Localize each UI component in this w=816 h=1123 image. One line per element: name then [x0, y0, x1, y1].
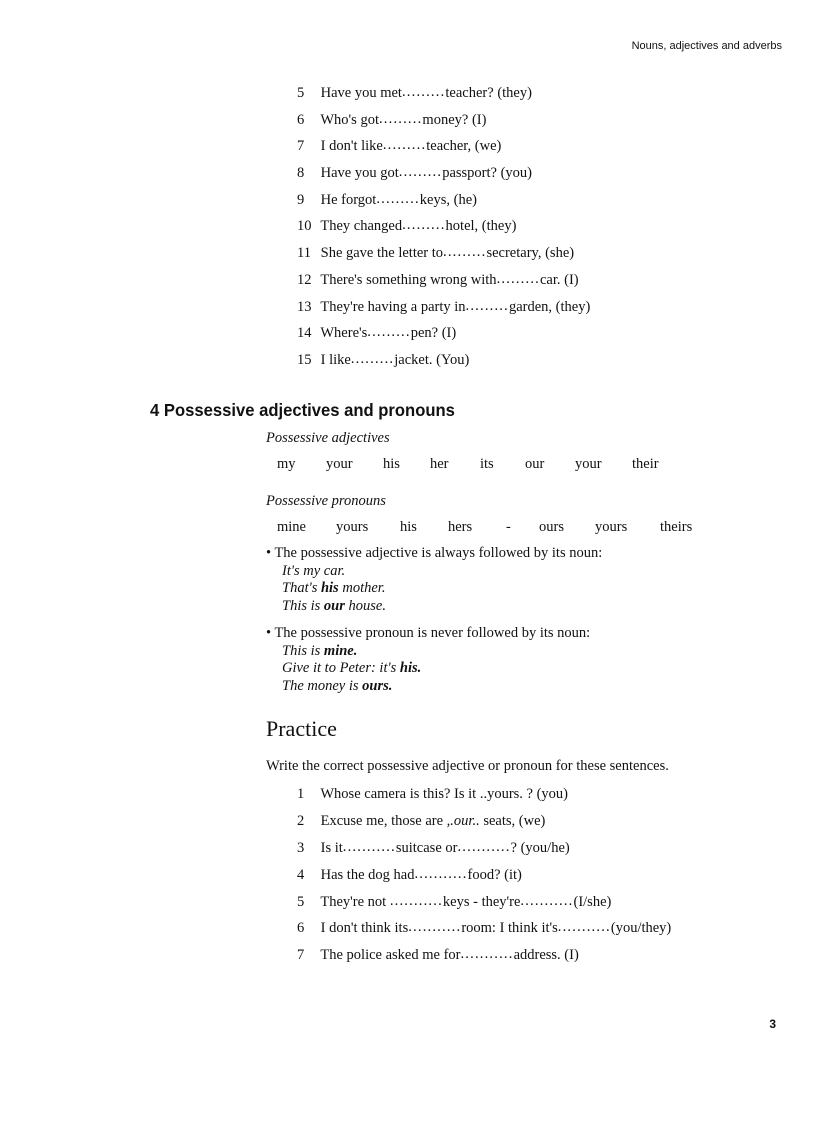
- word: your: [326, 456, 353, 472]
- example-line: This is mine.: [282, 642, 358, 659]
- exercise-line: [297, 350, 469, 369]
- item-number: 7: [297, 947, 305, 963]
- item-number: 3: [297, 840, 305, 856]
- adjectives-row: [0, 456, 816, 476]
- item-middle: room: I think it's: [461, 920, 558, 936]
- item-prefix: He forgot: [320, 192, 377, 208]
- item-number: 8: [297, 165, 305, 181]
- exercise-line: [297, 243, 574, 262]
- blank: ...........: [389, 893, 443, 909]
- rule-text: The possessive adjective is always followed by its noun:: [274, 545, 603, 561]
- item-prefix: I don't think its: [320, 920, 409, 936]
- blank: .........: [398, 164, 443, 180]
- blank: .........: [401, 84, 446, 100]
- blank: .........: [402, 217, 446, 233]
- page-number: 3: [769, 1017, 776, 1031]
- item-prefix: Excuse me, those are: [320, 813, 447, 829]
- item-number: 10: [297, 218, 312, 234]
- word: yours: [336, 519, 369, 535]
- exercise-line: [297, 83, 532, 102]
- word: mine: [277, 519, 306, 535]
- item-number: 9: [297, 192, 305, 208]
- practice-item: [297, 892, 611, 911]
- item-number: 4: [297, 867, 305, 883]
- word: her: [430, 456, 449, 472]
- exercise-line: [297, 163, 532, 182]
- word: their: [632, 456, 659, 472]
- item-suffix: pen? (I): [410, 325, 457, 341]
- blank: .........: [378, 111, 423, 127]
- item-prefix: The police asked me for: [320, 947, 461, 963]
- running-head: Nouns, adjectives and adverbs: [631, 40, 782, 52]
- item-number: 11: [297, 245, 311, 261]
- item-suffix: food? (it): [467, 867, 522, 883]
- word: ours: [539, 519, 564, 535]
- example-line: That's his mother.: [282, 580, 386, 596]
- item-prefix: There's something wrong with: [320, 272, 497, 288]
- blank: ...........: [342, 839, 396, 855]
- item-prefix: Is it: [320, 840, 343, 856]
- item-suffix: keys, (he): [419, 192, 477, 208]
- exercise-line: [297, 297, 590, 316]
- item-prefix: They changed: [320, 218, 403, 234]
- word: theirs: [660, 519, 693, 535]
- example-line: This is our house.: [282, 597, 386, 614]
- item-number: 15: [297, 352, 312, 368]
- item-number: 7: [297, 138, 305, 154]
- item-prefix: I like: [320, 352, 351, 368]
- bullet-marker: •: [266, 625, 272, 641]
- item-number: 12: [297, 272, 312, 288]
- item-suffix: jacket. (You): [394, 352, 470, 368]
- item-number: 6: [297, 920, 305, 936]
- item-number: 6: [297, 112, 305, 128]
- word: my: [277, 456, 296, 472]
- exercise-line: [297, 136, 501, 155]
- practice-heading: Practice: [266, 716, 337, 741]
- item-number: 14: [297, 325, 312, 341]
- section-heading: 4 Possessive adjectives and pronouns: [150, 400, 455, 420]
- item-number: 2: [297, 813, 305, 829]
- item-suffix: ? (you/he): [510, 840, 570, 856]
- item-prefix: Have you got: [320, 165, 399, 181]
- item-prefix: She gave the letter to: [320, 245, 444, 261]
- blank: .........: [496, 271, 540, 287]
- item-prefix: Who's got: [320, 112, 379, 128]
- item-suffix: (you/they): [610, 920, 672, 936]
- blank: .........: [382, 137, 427, 153]
- item-suffix: car. (I): [540, 272, 579, 288]
- item-suffix: address. (I): [513, 947, 579, 963]
- item-suffix: teacher, (we): [426, 138, 502, 154]
- exercise-line: [297, 110, 486, 129]
- practice-item: [297, 918, 671, 937]
- item-number: 5: [297, 894, 305, 910]
- pronouns-row: [0, 519, 816, 539]
- rule-bullet: [266, 545, 602, 615]
- blank: ...........: [520, 893, 574, 909]
- exercise-line: [297, 270, 579, 289]
- word: hers: [448, 519, 473, 535]
- item-prefix: Have you met: [320, 85, 402, 101]
- word: your: [575, 456, 602, 472]
- word: its: [480, 456, 494, 472]
- example-line: Give it to Peter: it's his.: [282, 660, 422, 676]
- blank: ...........: [457, 839, 511, 855]
- blank: .........: [443, 244, 487, 260]
- example-line: The money is ours.: [282, 677, 393, 694]
- example-line: It's my car.: [282, 562, 346, 579]
- adjectives-label: Possessive adjectives: [266, 430, 390, 446]
- item-number: 5: [297, 85, 305, 101]
- exercise-line: [297, 323, 456, 342]
- rule-text: The possessive pronoun is never followed by its noun:: [274, 625, 591, 641]
- bullet-marker: •: [266, 545, 272, 561]
- pronouns-label: Possessive pronouns: [266, 493, 386, 509]
- item-prefix: They're having a party in: [320, 299, 466, 315]
- blank: ...........: [408, 919, 462, 935]
- practice-item: [297, 812, 545, 830]
- blank: .........: [367, 324, 411, 340]
- word: his: [383, 456, 400, 472]
- blank: ...........: [460, 946, 514, 962]
- item-suffix: hotel, (they): [445, 218, 517, 234]
- item-suffix: secretary, (she): [486, 245, 575, 261]
- blank: ...........: [414, 866, 468, 882]
- blank: ...........: [557, 919, 611, 935]
- example-answer: ,.our..: [446, 813, 480, 829]
- item-suffix: teacher? (they): [445, 85, 532, 101]
- blank: .........: [350, 351, 395, 367]
- item-number: 1: [297, 786, 305, 802]
- blank: .........: [376, 191, 420, 207]
- exercise-line: [297, 216, 516, 235]
- item-prefix: I don't like: [320, 138, 383, 154]
- item-prefix: Where's: [320, 325, 368, 341]
- exercise-line: [297, 190, 477, 209]
- practice-item: [297, 838, 570, 857]
- word: his: [400, 519, 417, 535]
- item-suffix: passport? (you): [442, 165, 532, 181]
- practice-item: [297, 945, 579, 964]
- item-number: 13: [297, 299, 312, 315]
- item-prefix: They're not: [320, 894, 390, 910]
- practice-item: [297, 785, 568, 803]
- practice-item: [297, 865, 522, 884]
- item-suffix: seats, (we): [479, 813, 546, 829]
- item-prefix: Has the dog had: [320, 867, 415, 883]
- blank: .........: [465, 298, 509, 314]
- item-suffix: (I/she): [573, 894, 612, 910]
- rule-bullet: [266, 625, 590, 695]
- item-middle: keys - they're: [442, 894, 521, 910]
- item-middle: suitcase or: [395, 840, 458, 856]
- practice-instruction: Write the correct possessive adjective or pronoun for these sentences.: [266, 758, 669, 774]
- word: our: [525, 456, 545, 472]
- word: yours: [595, 519, 628, 535]
- item-text: Whose camera is this? Is it ..yours. ? (you): [320, 786, 569, 802]
- item-suffix: money? (I): [422, 112, 487, 128]
- item-suffix: garden, (they): [508, 299, 591, 315]
- word: -: [506, 519, 511, 535]
